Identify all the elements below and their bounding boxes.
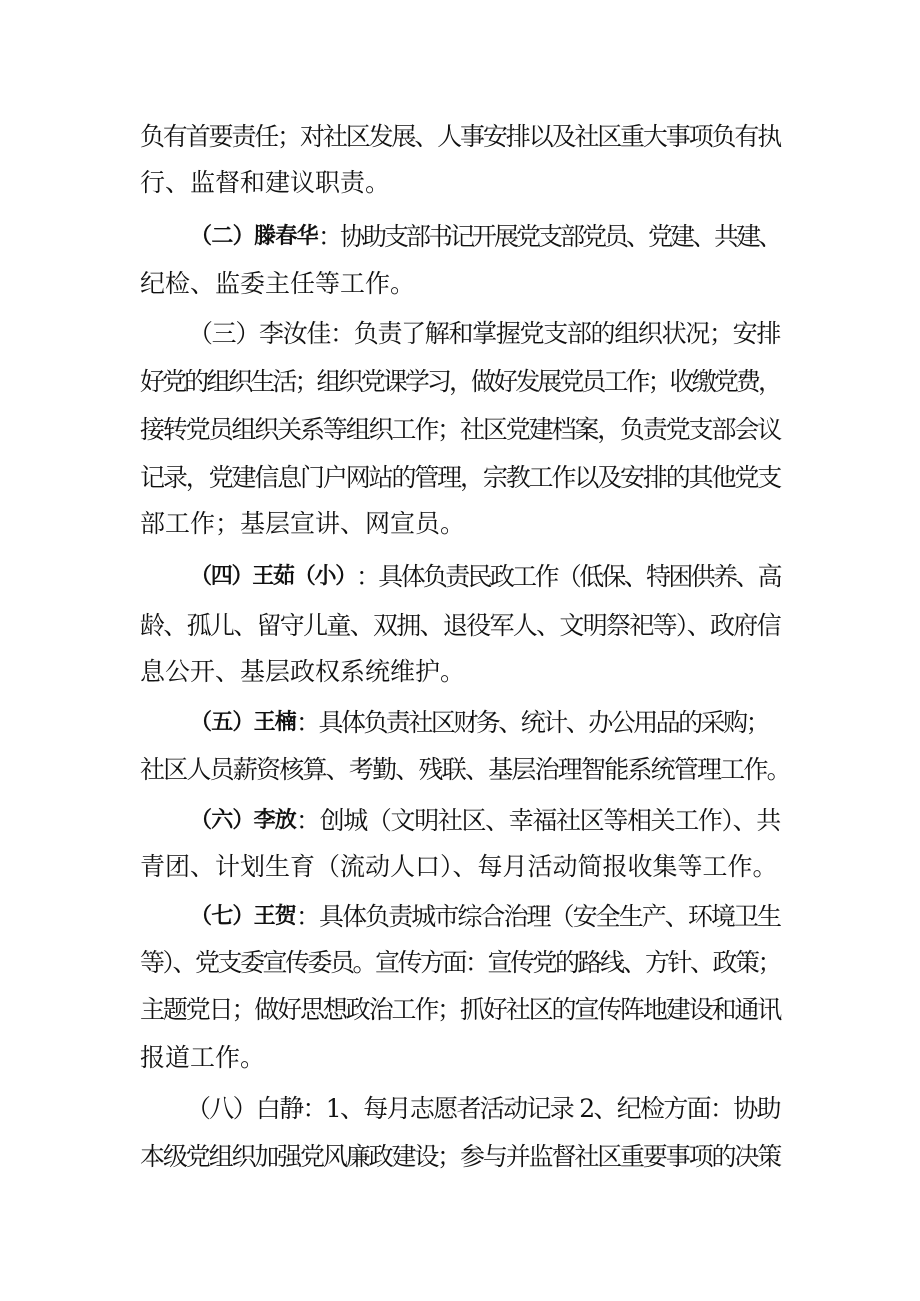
text-line xyxy=(0,260,920,308)
text-line xyxy=(0,1133,920,1181)
text-line xyxy=(0,648,920,696)
text-run: 本级党组织加强党风廉政建设；参与并监督社区重要事项的决策 xyxy=(140,1142,781,1171)
text-run: ：协助支部书记开展党支部党员、党建、共建、 xyxy=(318,222,781,251)
text-line xyxy=(0,986,920,1034)
text-line xyxy=(0,113,920,161)
text-line xyxy=(0,797,920,845)
text-run: ：具体负责民政工作（低保、特困供养、高 xyxy=(356,562,780,591)
text-line xyxy=(0,893,920,941)
text-run: 社区人员薪资核算、考勤、残联、基层治理智能系统管理工作。 xyxy=(140,755,790,784)
text-line xyxy=(0,939,920,987)
text-line xyxy=(0,358,920,406)
text-run: 接转党员组织关系等组织工作；社区党建档案，负责党支部会议 xyxy=(140,415,781,444)
text-line xyxy=(0,454,920,502)
person-label: （五）王楠 xyxy=(190,710,297,735)
text-run: 纪检、监委主任等工作。 xyxy=(140,269,416,298)
text-run: 部工作；基层宣讲、网宣员。 xyxy=(140,509,466,538)
text-line xyxy=(0,553,920,601)
text-line xyxy=(0,500,920,548)
text-run: （三）李汝佳：负责了解和掌握党支部的组织状况；安排 xyxy=(188,319,781,348)
text-run: 负有首要责任；对社区发展、人事安排以及社区重大事项负有执 xyxy=(140,122,781,151)
text-run: （八）白静：1、每月志愿者活动记录 2、纪检方面：协助 xyxy=(186,1094,780,1123)
text-run: ：创城（文明社区、幸福社区等相关工作）、共 xyxy=(296,806,780,835)
text-line xyxy=(0,159,920,207)
text-run: ：具体负责社区财务、统计、办公用品的采购； xyxy=(296,708,769,737)
text-run: 记录，党建信息门户网站的管理，宗教工作以及安排的其他党支 xyxy=(140,463,781,492)
text-run: 青团、计划生育（流动人口）、每月活动简报收集等工作。 xyxy=(140,852,778,881)
person-label: （六）李放 xyxy=(190,808,297,833)
text-line xyxy=(0,1085,920,1133)
person-label: （七）王贺 xyxy=(190,904,297,929)
text-line xyxy=(0,699,920,747)
text-run: 报道工作。 xyxy=(140,1043,266,1072)
text-line xyxy=(0,310,920,358)
text-line xyxy=(0,1034,920,1082)
person-label: （二）滕春华 xyxy=(190,224,318,249)
text-run: 等）、党支委宣传委员。宣传方面：宣传党的路线、方针、政策； xyxy=(140,948,781,977)
text-run: 龄、孤儿、留守儿童、双拥、退役军人、文明祭祀等）、政府信 xyxy=(140,611,780,640)
text-run: 行、监督和建议职责。 xyxy=(140,168,391,197)
text-line xyxy=(0,213,920,261)
text-run: 息公开、基层政权系统维护。 xyxy=(140,657,466,686)
text-line xyxy=(0,406,920,454)
text-line xyxy=(0,602,920,650)
text-line xyxy=(0,746,920,794)
text-line xyxy=(0,843,920,891)
text-run: 主题党日；做好思想政治工作；抓好社区的宣传阵地建设和通讯 xyxy=(140,995,781,1024)
text-run: 好党的组织生活；组织党课学习，做好发展党员工作；收缴党费， xyxy=(140,367,781,396)
person-label: （四）王茹（小） xyxy=(190,564,357,589)
text-run: ：具体负责城市综合治理（安全生产、环境卫生 xyxy=(296,902,781,931)
